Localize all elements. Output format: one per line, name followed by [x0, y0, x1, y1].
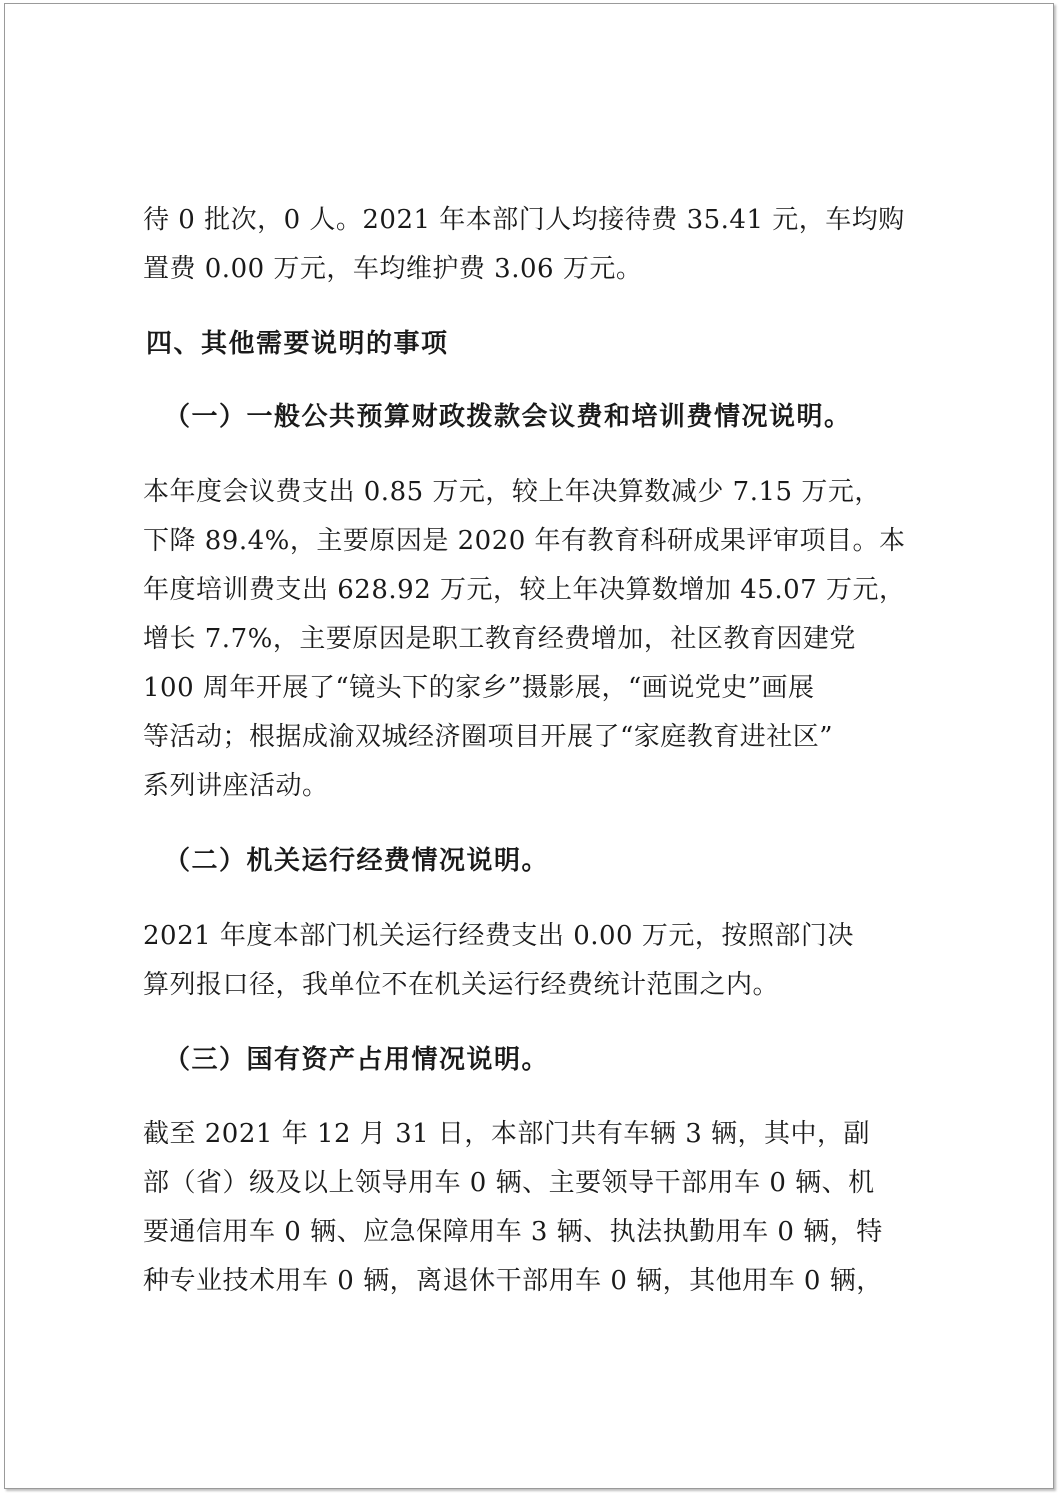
subsection-heading-state-assets: （三）国有资产占用情况说明。 — [164, 1045, 550, 1075]
paragraph-operating-expenses — [143, 912, 913, 1010]
paragraph-state-assets — [143, 1110, 913, 1306]
text-line: 等活动；根据成渝双城经济圈项目开展了“家庭教育进社区” — [143, 722, 834, 752]
text-line: 年度培训费支出 628.92 万元，较上年决算数增加 45.07 万元， — [143, 575, 906, 605]
paragraph-meeting-training — [143, 468, 913, 811]
subsection-heading-operating-expenses: （二）机关运行经费情况说明。 — [164, 846, 550, 876]
paragraph-reception-costs — [143, 196, 913, 294]
text-line: 待 0 批次，0 人。2021 年本部门人均接待费 35.41 元，车均购 — [143, 205, 905, 235]
subsection-heading-meeting-training: （一）一般公共预算财政拨款会议费和培训费情况说明。 — [164, 402, 852, 432]
text-line: 系列讲座活动。 — [143, 771, 329, 801]
text-line: 2021 年度本部门机关运行经费支出 0.00 万元，按照部门决 — [143, 921, 854, 951]
text-line: 截至 2021 年 12 月 31 日，本部门共有车辆 3 辆，其中，副 — [143, 1119, 870, 1149]
text-line: 增长 7.7%，主要原因是职工教育经费增加，社区教育因建党 — [143, 624, 856, 654]
text-line: 置费 0.00 万元，车均维护费 3.06 万元。 — [143, 254, 643, 284]
text-line: 要通信用车 0 辆、应急保障用车 3 辆、执法执勤用车 0 辆，特 — [143, 1217, 883, 1247]
text-line: 部（省）级及以上领导用车 0 辆、主要领导干部用车 0 辆、机 — [143, 1168, 875, 1198]
text-line: 种专业技术用车 0 辆，离退休干部用车 0 辆，其他用车 0 辆， — [143, 1266, 883, 1296]
section-heading-other-matters: 四、其他需要说明的事项 — [146, 329, 449, 359]
text-line: 本年度会议费支出 0.85 万元，较上年决算数减少 7.15 万元， — [143, 477, 881, 507]
text-line: 算列报口径，我单位不在机关运行经费统计范围之内。 — [143, 970, 780, 1000]
text-line: 下降 89.4%，主要原因是 2020 年有教育科研成果评审项目。本 — [143, 526, 906, 556]
text-line: 100 周年开展了“镜头下的家乡”摄影展，“画说党史”画展 — [143, 673, 815, 703]
